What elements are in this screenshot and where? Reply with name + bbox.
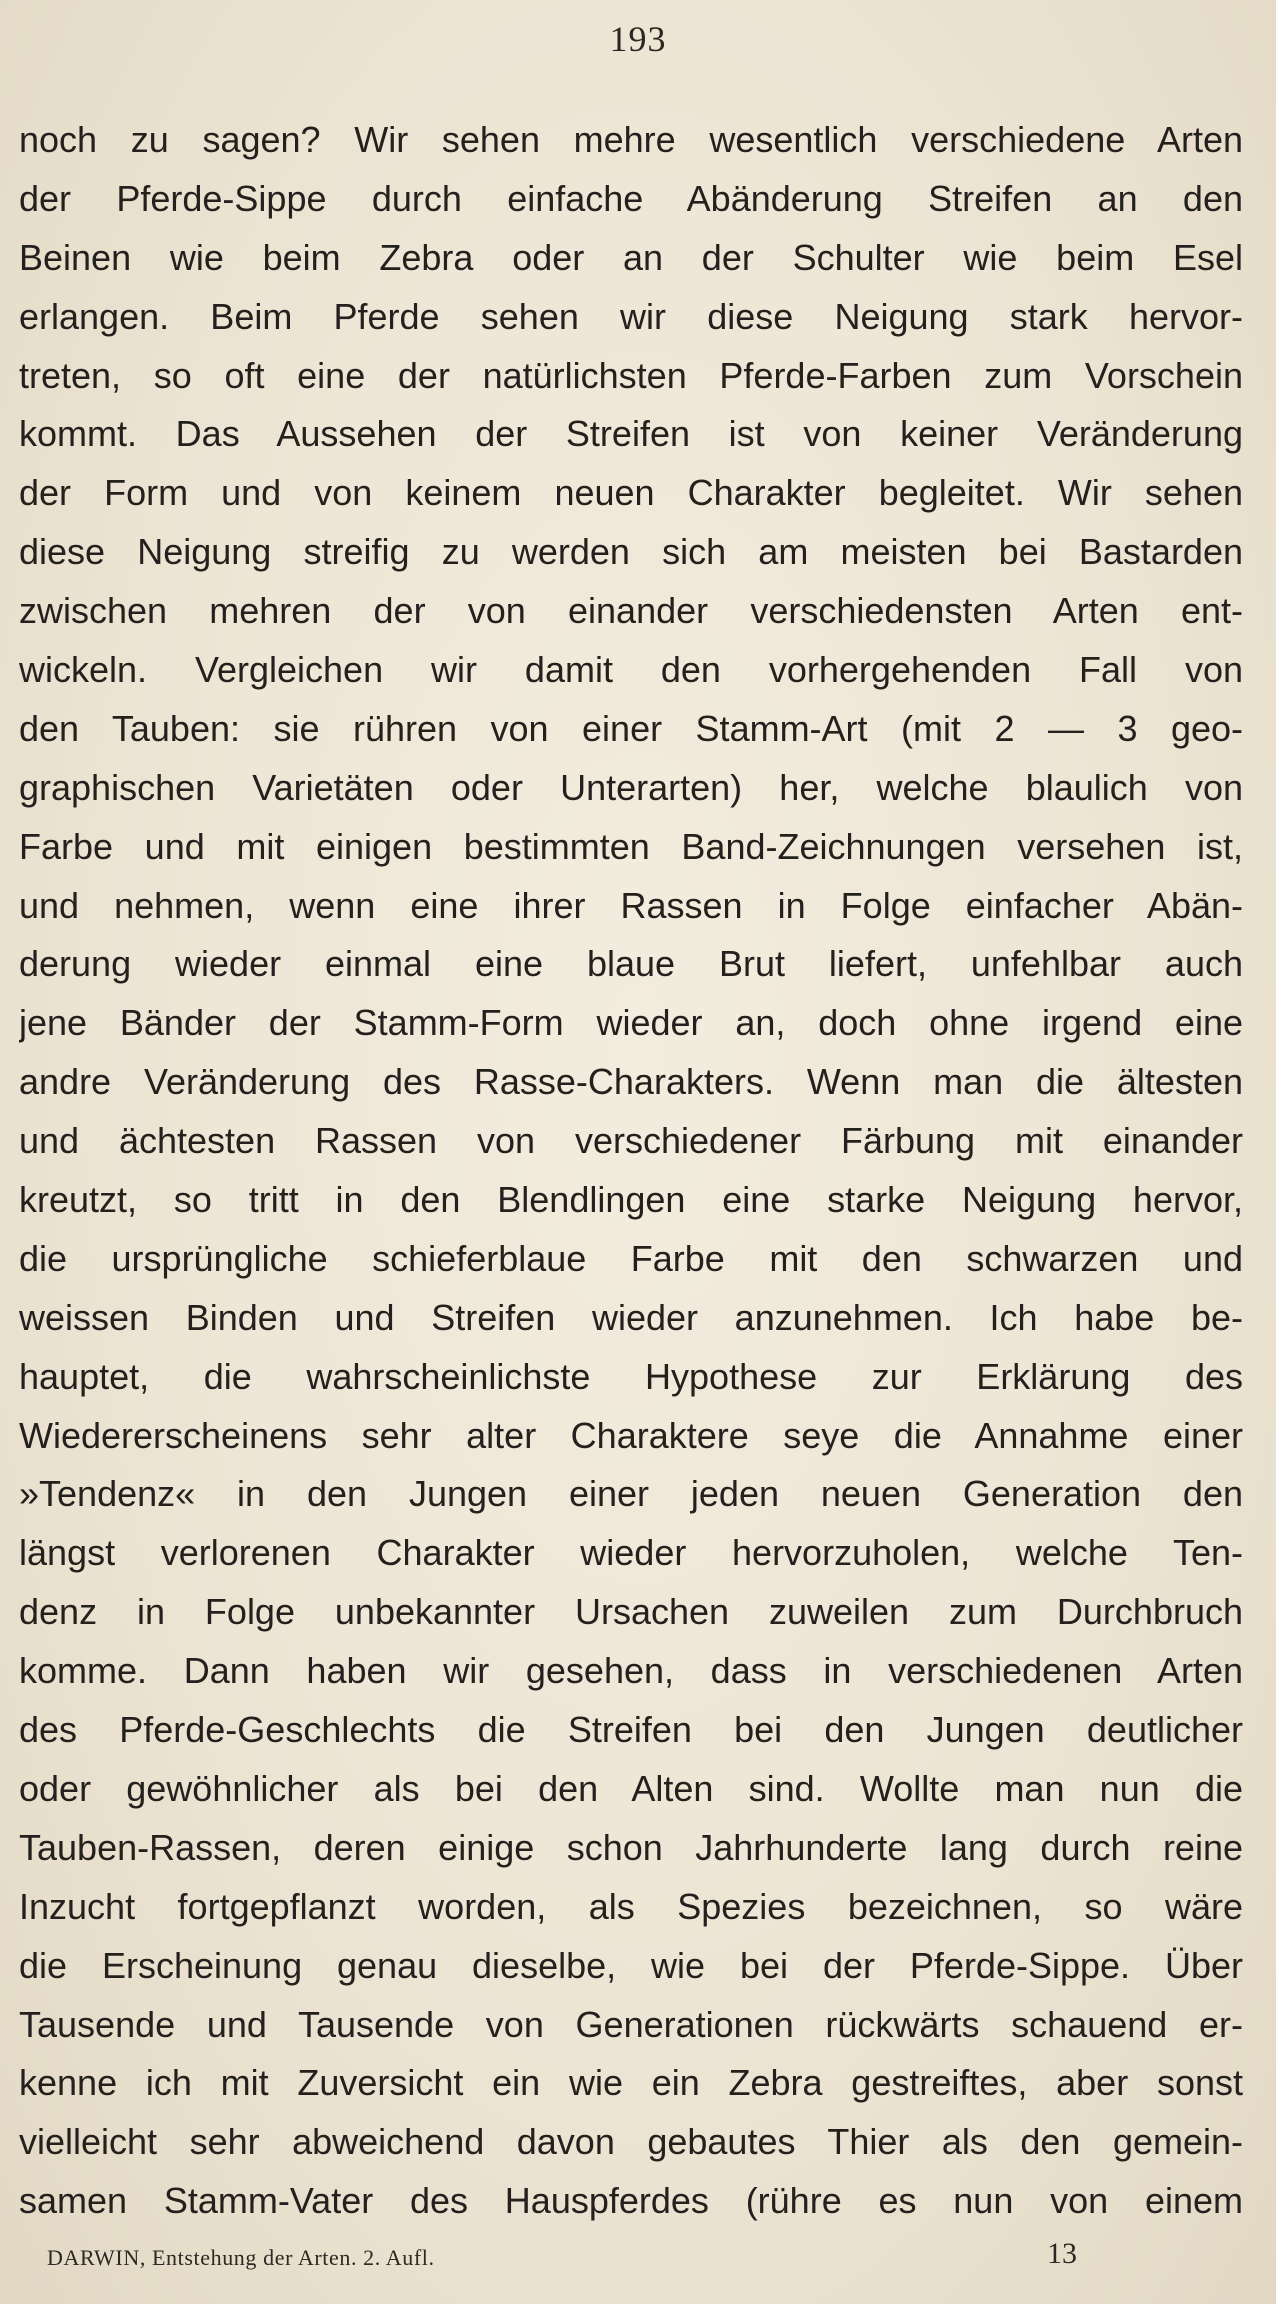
text-line: noch zu sagen? Wir sehen mehre wesentlich verschiedene Arten <box>19 119 1243 160</box>
text-line: hauptet, die wahrscheinlichste Hypothese zur Erklärung des <box>19 1355 1243 1397</box>
text-line: Wiedererscheinens sehr alter Charaktere seye die Annahme einer <box>19 1414 1243 1456</box>
text-line: längst verlorenen Charakter wieder hervorzuholen, welche Ten- <box>19 1532 1243 1574</box>
page-number: 193 <box>609 19 667 59</box>
footer-sheet-number: 13 <box>1047 2237 1077 2270</box>
text-line: erlangen. Beim Pferde sehen wir diese Neigung stark hervor- <box>19 295 1243 337</box>
text-line: und nehmen, wenn eine ihrer Rassen in Folge einfacher Abän- <box>19 884 1243 926</box>
text-line: Tausende und Tausende von Generationen rückwärts schauend er- <box>19 2003 1243 2045</box>
text-line: »Tendenz« in den Jungen einer jeden neuen Generation den <box>19 1473 1243 1515</box>
text-line: des Pferde-Geschlechts die Streifen bei den Jungen deutlicher <box>19 1709 1243 1751</box>
text-line: jene Bänder der Stamm-Form wieder an, doch ohne irgend eine <box>19 1002 1243 1044</box>
text-line: der Form und von keinem neuen Charakter begleitet. Wir sehen <box>19 472 1243 514</box>
body-text <box>19 111 1243 2231</box>
text-line: die ursprüngliche schieferblaue Farbe mit den schwarzen und <box>19 1237 1243 1279</box>
text-line: Beinen wie beim Zebra oder an der Schulter wie beim Esel <box>19 236 1243 278</box>
text-line: graphischen Varietäten oder Unterarten) her, welche blaulich von <box>19 766 1243 808</box>
text-line: kreutzt, so tritt in den Blendlingen eine starke Neigung hervor, <box>19 1179 1243 1221</box>
text-line: vielleicht sehr abweichend davon gebautes Thier als den gemein- <box>19 2121 1243 2163</box>
text-line: samen Stamm-Vater des Hauspferdes (rühre es nun von einem <box>19 2180 1243 2222</box>
text-line: Inzucht fortgepflanzt worden, als Spezies bezeichnen, so wäre <box>19 1885 1243 1927</box>
text-line: Farbe und mit einigen bestimmten Band-Zeichnungen versehen ist, <box>19 825 1243 867</box>
text-line: kommt. Das Aussehen der Streifen ist von keiner Veränderung <box>19 413 1243 455</box>
page-footer <box>47 2237 1077 2277</box>
text-line: die Erscheinung genau dieselbe, wie bei der Pferde-Sippe. Über <box>19 1944 1243 1986</box>
text-line: denz in Folge unbekannter Ursachen zuweilen zum Durchbruch <box>19 1591 1243 1633</box>
text-line: treten, so oft eine der natürlichsten Pferde-Farben zum Vorschein <box>19 354 1243 396</box>
text-line: wickeln. Vergleichen wir damit den vorhergehenden Fall von <box>19 649 1243 691</box>
text-line: und ächtesten Rassen von verschiedener Färbung mit einander <box>19 1120 1243 1162</box>
text-line: kenne ich mit Zuversicht ein wie ein Zebra gestreiftes, aber sonst <box>19 2062 1243 2104</box>
text-line: weissen Binden und Streifen wieder anzunehmen. Ich habe be- <box>19 1296 1243 1338</box>
text-line: der Pferde-Sippe durch einfache Abänderung Streifen an den <box>19 177 1243 219</box>
text-line: derung wieder einmal eine blaue Brut liefert, unfehlbar auch <box>19 943 1243 985</box>
text-line: komme. Dann haben wir gesehen, dass in verschiedenen Arten <box>19 1650 1243 1692</box>
text-line: zwischen mehren der von einander verschiedensten Arten ent- <box>19 590 1243 632</box>
text-line: oder gewöhnlicher als bei den Alten sind. Wollte man nun die <box>19 1767 1243 1809</box>
text-line: andre Veränderung des Rasse-Charakters. Wenn man die ältesten <box>19 1061 1243 1103</box>
text-line: den Tauben: sie rühren von einer Stamm-Art (mit 2 — 3 geo- <box>19 707 1243 749</box>
text-line: Tauben-Rassen, deren einige schon Jahrhunderte lang durch reine <box>19 1826 1243 1868</box>
text-line: diese Neigung streifig zu werden sich am meisten bei Bastarden <box>19 531 1243 573</box>
footer-signature: DARWIN, Entstehung der Arten. 2. Aufl. <box>47 2245 435 2270</box>
